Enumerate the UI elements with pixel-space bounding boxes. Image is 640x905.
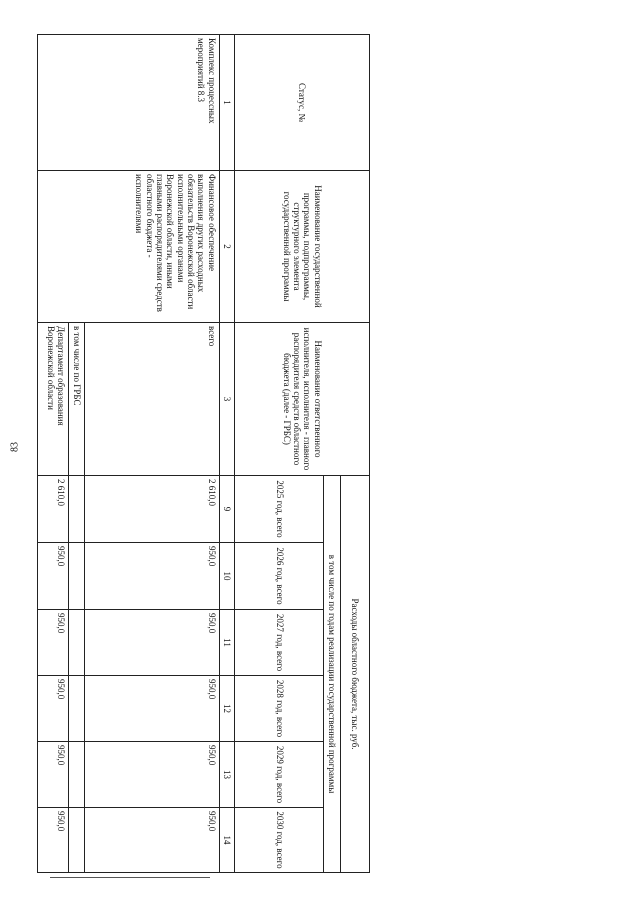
- value-2028: [69, 676, 85, 742]
- header-by-years: в том числе по годам реализации государственной программы: [324, 476, 341, 873]
- header-year-2028: 2028 год, всего: [235, 676, 324, 742]
- column-number: 2: [219, 171, 235, 323]
- value-2028: 950,0: [85, 676, 220, 742]
- column-number: 10: [219, 543, 235, 610]
- column-number: 1: [219, 35, 235, 171]
- header-year-2026: 2026 год, всего: [235, 543, 324, 610]
- value-2027: 950,0: [85, 610, 220, 676]
- value-2028: 950,0: [38, 676, 69, 742]
- row-status: Комплекс процессных мероприятий 8.3: [38, 35, 220, 171]
- header-year-2025: 2025 год, всего: [235, 476, 324, 543]
- value-2030: 950,0: [38, 808, 69, 873]
- value-2026: [69, 543, 85, 610]
- budget-table: [37, 34, 370, 873]
- column-number: 11: [219, 610, 235, 676]
- value-2030: [69, 808, 85, 873]
- row-name: Финансовое обеспечение выполнения других расходных обязательств Воронежской области исполнительными органами Воронежской области, иными главными распорядителями средств областного бюджета - исполнителями: [38, 171, 220, 323]
- value-2025: [69, 476, 85, 543]
- table-row: [85, 35, 220, 873]
- budget-table-container: [37, 34, 370, 872]
- header-status: Статус, №: [235, 35, 370, 171]
- footnote-divider: [50, 877, 210, 878]
- column-number: 13: [219, 742, 235, 808]
- column-number: 3: [219, 323, 235, 476]
- header-year-2029: 2029 год, всего: [235, 742, 324, 808]
- sub-row-label: в том числе по ГРБС: [69, 323, 85, 476]
- value-2027: [69, 610, 85, 676]
- page-number: 83: [9, 442, 21, 452]
- header-executor: Наименование ответственного исполнителя, исполнителя - главного распорядителя средств областного бюджета (далее - ГРБС): [235, 323, 370, 476]
- header-expenses: Расходы областного бюджета, тыс. руб.: [340, 476, 369, 873]
- value-2029: 950,0: [38, 742, 69, 808]
- sub-row-label: всего: [85, 323, 220, 476]
- column-number: 12: [219, 676, 235, 742]
- header-year-2027: 2027 год, всего: [235, 610, 324, 676]
- header-name: Наименование государственной программы, подпрограммы, структурного элемента государственной программы: [235, 171, 370, 323]
- value-2030: 950,0: [85, 808, 220, 873]
- value-2026: 950,0: [85, 543, 220, 610]
- value-2027: 950,0: [38, 610, 69, 676]
- column-number: 9: [219, 476, 235, 543]
- sub-row-label: Департамент образования Воронежской области: [38, 323, 69, 476]
- value-2026: 950,0: [38, 543, 69, 610]
- value-2029: [69, 742, 85, 808]
- value-2025: 2 610,0: [85, 476, 220, 543]
- column-number: 14: [219, 808, 235, 873]
- value-2025: 2 610,0: [38, 476, 69, 543]
- value-2029: 950,0: [85, 742, 220, 808]
- header-year-2030: 2030 год, всего: [235, 808, 324, 873]
